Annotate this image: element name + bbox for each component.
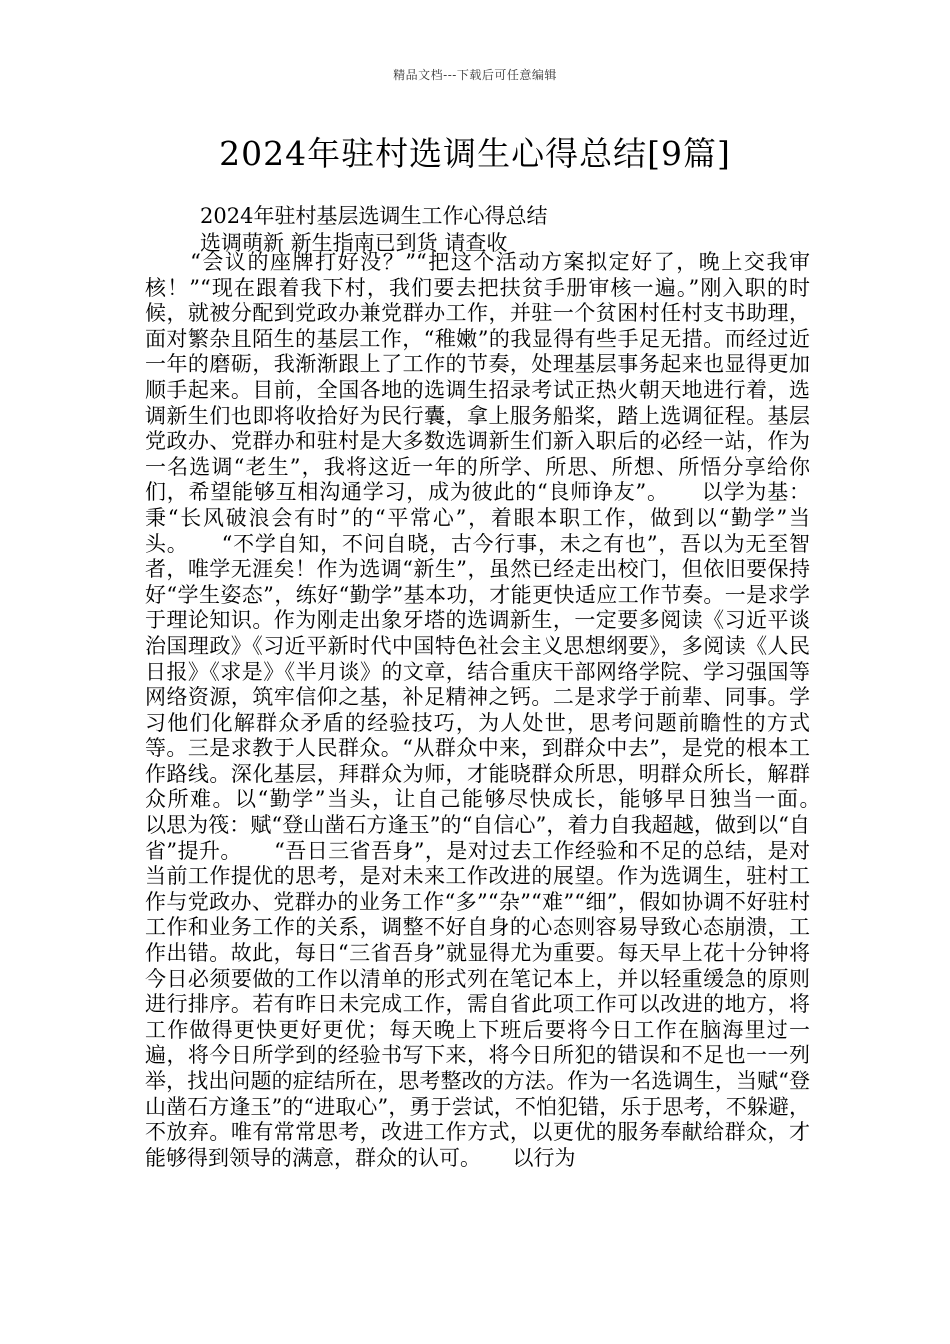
- body-paragraph: “会议的座牌打好没？”“把这个活动方案拟定好了，晚上交我审核！”“现在跟着我下村，我们要去把扶贫手册审核一遍。”刚入职的时候，就被分配到党政办兼党群办工作，并驻一个贫困村任村支书助理，面对繁杂且陌生的基层工作，“稚嫩”的我显得有些手足无措。而经过近一年的磨砺，我渐渐跟上了工作的节奏，处理基层事务起来也显得更加顺手起来。目前，全国各地的选调生招录考试正热火朝天地进行着，选调新生们也即将收拾好为民行囊，拿上服务船桨，踏上选调征程。基层党政办、党群办和驻村是大多数选调新生们新入职后的必经一站，作为一名选调“老生”，我将这近一年的所学、所思、所想、所悟分享给你们，希望能够互相沟通学习，成为彼此的“良师诤友”。 以学为基：秉“长风破浪会有时”的“平常心”，着眼本职工作，做到以“勤学”当头。 “不学自知，不问自晓，古今行事，未之有也”，吾以为无至智者，唯学无涯矣！作为选调“新生”，虽然已经走出校门，但依旧要保持好“学生姿态”，练好“勤学”基本功，才能更快适应工作节奏。一是求学于理论知识。作为刚走出象牙塔的选调新生，一定要多阅读《习近平谈治国理政》《习近平新时代中国特色社会主义思想纲要》，多阅读《人民日报》《求是》《半月谈》的文章，结合重庆干部网络学院、学习强国等网络资源，筑牢信仰之基，补足精神之钙。二是求学于前辈、同事。学习他们化解群众矛盾的经验技巧，为人处世，思考问题前瞻性的方式等。三是求教于人民群众。“从群众中来，到群众中去”，是党的根本工作路线。深化基层，拜群众为师，才能晓群众所思，明群众所长，解群众所难。以“勤学”当头，让自己能够尽快成长，能够早日独当一面。 以思为筏：赋“登山凿石方逢玉”的“自信心”，着力自我超越，做到以“自省”提升。 “吾日三省吾身”，是对过去工作经验和不足的总结，是对当前工作提优的思考，是对未来工作改进的展望。作为选调生，驻村工作与党政办、党群办的业务工作“多”“杂”“难”“细”，假如协调不好驻村工作和业务工作的关系，调整不好自身的心态则容易导致心态崩溃，工作出错。故此，每日“三省吾身”就显得尤为重要。每天早上花十分钟将今日必须要做的工作以清单的形式列在笔记本上，并以轻重缓急的原则进行排序。若有昨日未完成工作，需自省此项工作可以改进的地方，将工作做得更快更好更优；每天晚上下班后要将今日工作在脑海里过一遍，将今日所学到的经验书写下来，将今日所犯的错误和不足也一一列举，找出问题的症结所在，思考整改的方法。作为一名选调生，当赋“登山凿石方逢玉”的“进取心”，勇于尝试，不怕犯错，乐于思考，不躲避，不放弃。唯有常常思考，改进工作方式，以更优的服务奉献给群众，才能够得到领导的满意，群众的认可。 以行为: [145, 250, 852, 1170]
- section-heading: 2024年驻村基层选调生工作心得总结: [200, 204, 548, 228]
- section-tagline: 选调萌新 新生指南已到货 请查收: [200, 231, 508, 255]
- document-title: 2024年驻村选调生心得总结[9篇]: [219, 134, 731, 173]
- body-text: [145, 250, 852, 1171]
- header-note: 精品文档---下载后可任意编辑: [393, 68, 557, 82]
